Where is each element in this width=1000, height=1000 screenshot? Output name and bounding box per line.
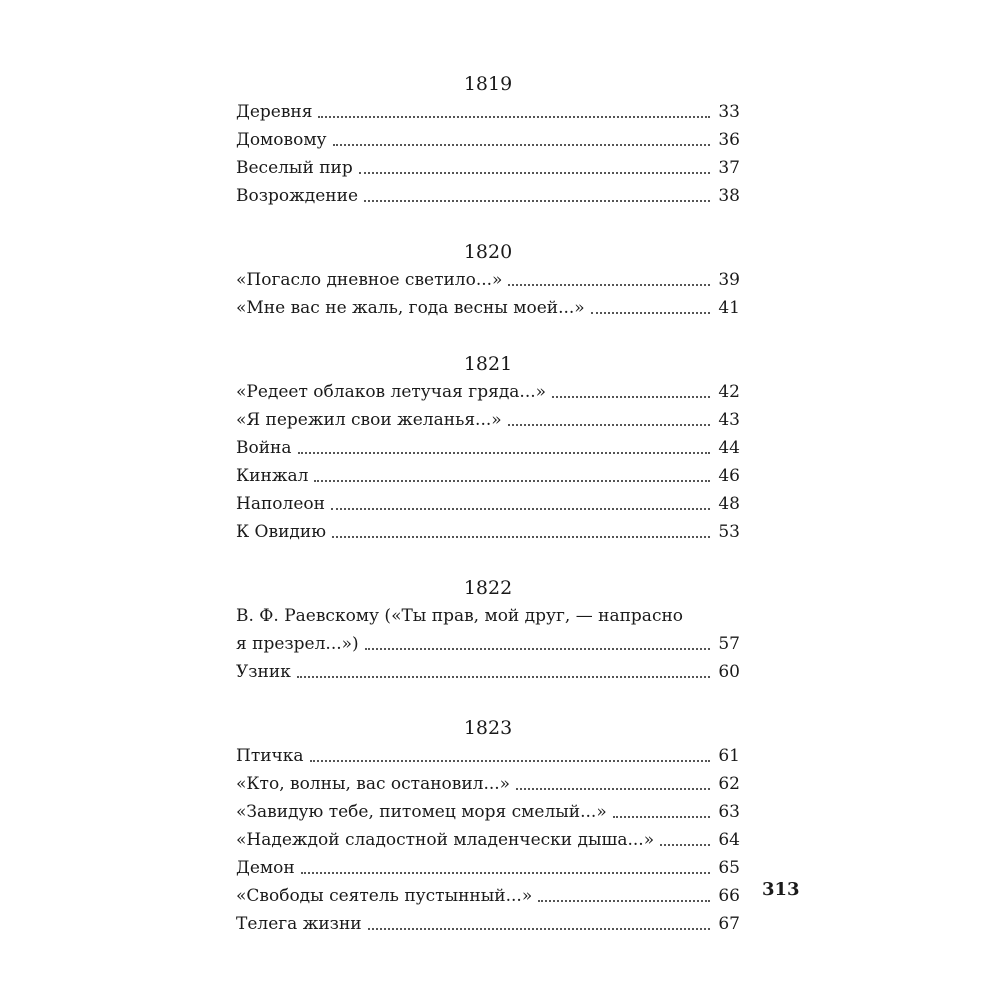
dot-leader <box>660 844 710 846</box>
toc-entry[interactable] <box>236 98 740 126</box>
toc-entry[interactable] <box>236 826 740 854</box>
toc-entry[interactable] <box>236 742 740 770</box>
toc-entry[interactable] <box>236 378 740 406</box>
dot-leader <box>516 788 710 790</box>
toc-entry[interactable] <box>236 910 740 938</box>
entry-title: «Редеет облаков летучая гряда...» <box>236 382 547 402</box>
entry-page-number: 44 <box>718 438 740 458</box>
entry-title: Кинжал <box>236 466 309 486</box>
dot-leader <box>508 284 710 286</box>
entry-title: Птичка <box>236 746 304 766</box>
entry-title-line-1: В. Ф. Раевскому («Ты прав, мой друг, — напрасно <box>236 606 684 626</box>
entry-page-number: 63 <box>718 802 740 822</box>
toc-entry[interactable] <box>236 434 740 462</box>
entry-page-number: 62 <box>718 774 740 794</box>
entry-page-number: 37 <box>718 158 740 178</box>
entry-title: Домовому <box>236 130 327 150</box>
entry-page-number: 66 <box>718 886 740 906</box>
entry-page-number: 42 <box>718 382 740 402</box>
entry-page-number: 53 <box>718 522 740 542</box>
entry-title: Веселый пир <box>236 158 353 178</box>
dot-leader <box>333 144 710 146</box>
toc-section-1820 <box>236 238 740 322</box>
section-spacer <box>236 210 740 238</box>
entry-page-number: 39 <box>718 270 740 290</box>
toc-section-1823 <box>236 714 740 938</box>
entry-title: «Я пережил свои желанья...» <box>236 410 502 430</box>
entry-title: Наполеон <box>236 494 325 514</box>
toc-entry[interactable] <box>236 490 740 518</box>
page-folio-number: 313 <box>762 879 800 900</box>
dot-leader <box>364 200 710 202</box>
section-year: 1823 <box>463 717 513 739</box>
entry-page-number: 33 <box>718 102 740 122</box>
entry-page-number: 60 <box>718 662 740 682</box>
entry-page-number: 61 <box>718 746 740 766</box>
toc-entry[interactable] <box>236 854 740 882</box>
toc-section-1819 <box>236 70 740 210</box>
entry-page-number: 46 <box>718 466 740 486</box>
toc-entry-multiline[interactable] <box>236 602 740 658</box>
entry-list <box>236 602 740 686</box>
entry-title: «Надеждой сладостной младенчески дыша...» <box>236 830 655 850</box>
toc-entry[interactable] <box>236 294 740 322</box>
entry-page-number: 65 <box>718 858 740 878</box>
dot-leader <box>613 816 710 818</box>
entry-page-number: 38 <box>718 186 740 206</box>
toc-entry[interactable] <box>236 154 740 182</box>
entry-page-number: 41 <box>718 298 740 318</box>
entry-page-number: 67 <box>718 914 740 934</box>
toc-entry[interactable] <box>236 266 740 294</box>
entry-title: Война <box>236 438 292 458</box>
section-year: 1821 <box>463 353 513 375</box>
dot-leader <box>310 760 710 762</box>
toc-entry[interactable] <box>236 462 740 490</box>
dot-leader <box>368 928 710 930</box>
entry-title: «Завидую тебе, питомец моря смелый...» <box>236 802 607 822</box>
dot-leader <box>591 312 710 314</box>
dot-leader <box>365 648 710 650</box>
dot-leader <box>318 116 710 118</box>
entry-title: «Свободы сеятель пустынный...» <box>236 886 533 906</box>
entry-title: Деревня <box>236 102 313 122</box>
dot-leader <box>538 900 710 902</box>
toc-section-1821 <box>236 350 740 546</box>
toc-entry[interactable] <box>236 882 740 910</box>
section-year: 1820 <box>463 241 513 263</box>
dot-leader <box>298 452 710 454</box>
entry-page-number: 36 <box>718 130 740 150</box>
entry-list <box>236 742 740 938</box>
dot-leader <box>508 424 710 426</box>
dot-leader <box>314 480 710 482</box>
toc-entry[interactable] <box>236 406 740 434</box>
entry-page-number: 48 <box>718 494 740 514</box>
toc-entry[interactable] <box>236 770 740 798</box>
entry-page-number: 43 <box>718 410 740 430</box>
entry-list <box>236 266 740 322</box>
entry-page-number: 57 <box>718 634 740 654</box>
toc-entry[interactable] <box>236 126 740 154</box>
section-year: 1819 <box>463 73 513 95</box>
dot-leader <box>301 872 710 874</box>
entry-title: Демон <box>236 858 295 878</box>
toc-entry[interactable] <box>236 518 740 546</box>
section-year: 1822 <box>463 577 513 599</box>
dot-leader <box>552 396 710 398</box>
entry-page-number: 64 <box>718 830 740 850</box>
entry-list <box>236 98 740 210</box>
toc-entry[interactable] <box>236 798 740 826</box>
dot-leader <box>332 536 710 538</box>
entry-list <box>236 378 740 546</box>
dot-leader <box>331 508 710 510</box>
entry-title: Узник <box>236 662 291 682</box>
dot-leader <box>297 676 710 678</box>
section-spacer <box>236 686 740 714</box>
entry-title: Телега жизни <box>236 914 362 934</box>
entry-title: «Погасло дневное светило...» <box>236 270 503 290</box>
section-spacer <box>236 546 740 574</box>
entry-title: «Мне вас не жаль, года весны моей...» <box>236 298 585 318</box>
entry-title: Возрождение <box>236 186 359 206</box>
toc-entry[interactable] <box>236 182 740 210</box>
entry-title-line-2-row <box>236 630 740 658</box>
entry-title: «Кто, волны, вас остановил...» <box>236 774 511 794</box>
table-of-contents <box>236 70 740 938</box>
section-spacer <box>236 322 740 350</box>
entry-title: я презрел...») <box>236 634 359 654</box>
dot-leader <box>359 172 710 174</box>
toc-section-1822 <box>236 574 740 686</box>
toc-entry[interactable] <box>236 658 740 686</box>
entry-title: К Овидию <box>236 522 326 542</box>
